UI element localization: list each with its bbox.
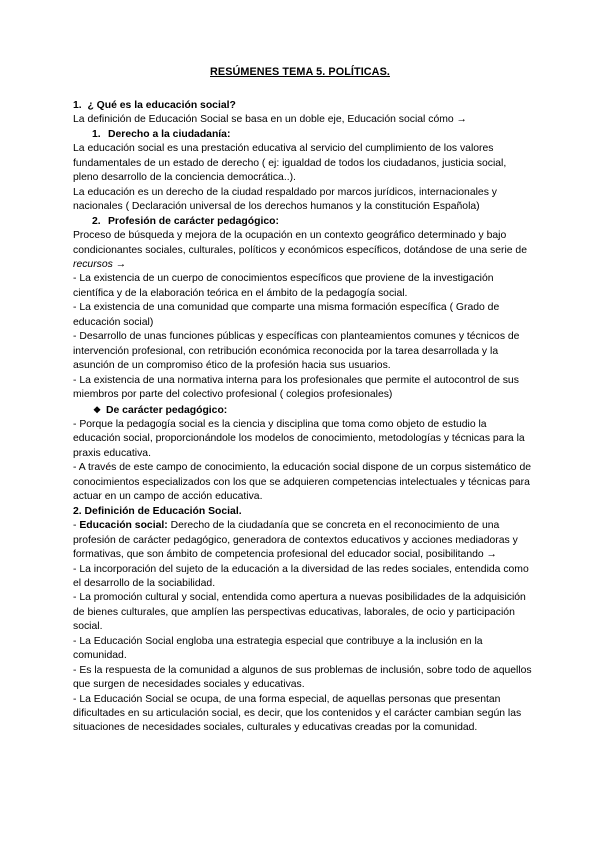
list-item: - Porque la pedagogía social es la ciencia y disciplina que toma como objeto de estudio la educación social, proporcionándole los modelos de conocimiento, metodologías y técnicas para la praxis educativa.: [73, 418, 525, 459]
subsection-1-paragraph-2: La educación es un derecho de la ciudad respaldado por marcos jurídicos, internacionales y nacionales ( Declaración universal de los derechos humanos y la constitución Española): [73, 186, 497, 213]
list-item: - Desarrollo de unas funciones públicas y específicas con planteamientos comunes y técnicos de intervención profesional, con retribución económica reconocida por la tarea desarrollada y la asunción de un compromiso ético de la profesión hacia sus usuarios.: [73, 331, 520, 372]
list-item: - A través de este campo de conocimiento, la educación social dispone de un corpus sistemático de conocimientos especializados con los que se adquieren competencias intelectuales y técnicas para actuar en un campo de acción educativa.: [73, 462, 532, 503]
definition-paragraph: [73, 519, 533, 562]
section-1-number: 1.: [73, 100, 82, 111]
subsection-3-title: De carácter pedagógico:: [106, 404, 228, 416]
subsection-1-title: Derecho a la ciudadanía:: [108, 128, 231, 140]
section-1-heading: [73, 99, 533, 113]
diamond-bullet-icon: ❖: [93, 404, 102, 415]
section-2-heading: 2. Definición de Educación Social.: [73, 505, 242, 517]
definition-label: Educación social:: [79, 520, 168, 532]
section-1-intro: La definición de Educación Social se basa en un doble eje, Educación social cómo →: [73, 114, 467, 126]
document-title: RESÚMENES TEMA 5. POLÍTICAS.: [210, 66, 390, 78]
list-item: - La Educación Social engloba una estrategia especial que contribuye a la inclusión en la comunidad.: [73, 635, 483, 662]
list-item: - La incorporación del sujeto de la educación a la diversidad de las redes sociales, entendida como el desarrollo de la sociabilidad.: [73, 563, 529, 589]
subsection-2-title: Profesión de carácter pedagógico:: [108, 215, 279, 227]
subsection-1-heading: [73, 128, 533, 142]
document-body: [73, 99, 533, 736]
list-item: - La existencia de una comunidad que comparte una misma formación específica ( Grado de educación social): [73, 302, 500, 328]
subsection-2-intro: [73, 229, 533, 272]
arrow-icon: →: [115, 258, 127, 270]
subsection-2-heading: [73, 215, 533, 229]
subsection-2-intro-text: Proceso de búsqueda y mejora de la ocupación en un contexto geográfico determinado y bajo condicionantes sociales, culturales, políticos y económicos específicos, dotándose de una serie de: [73, 230, 527, 256]
recursos-word: recursos: [73, 258, 113, 270]
section-1-title: ¿ Qué es la educación social?: [87, 100, 236, 111]
list-item: - La existencia de una normativa interna para los profesionales que permite el autocontrol de sus miembros por parte del colectivo profesional ( colegios profesionales): [73, 374, 519, 401]
list-item: - La Educación Social se ocupa, de una forma especial, de aquellas personas que presentan dificultades en su articulación social, es decir, que los contenidos y el carácter cambian según las situaciones de necesidades sociales, culturales y educativas creadas por la comunidad.: [73, 693, 522, 734]
definition-dash: -: [73, 520, 80, 532]
subsection-1-paragraph-1: La educación social es una prestación educativa al servicio del cumplimiento de los valores fundamentales de un estado de derecho ( ej: igualdad de todos los ciudadanos, justicia social, pleno desarrollo de la conciencia democrática..).: [73, 143, 507, 184]
definition-text: Derecho de la ciudadanía que se concreta en el reconocimiento de una profesión de carácter pedagógico, generadora de contextos educativos y acciones mediadoras y formativas, que son ámbito de competencia profesional del educador social, posibilitando →: [73, 520, 518, 561]
subsection-3-heading: [73, 403, 533, 418]
list-item: - La promoción cultural y social, entendida como apertura a nuevas posibilidades de la adquisición de bienes culturales, que amplíen las perspectivas educativas, laborales, de ocio y participación social.: [73, 592, 526, 633]
subsection-1-number: 1.: [92, 128, 101, 140]
list-item: - La existencia de un cuerpo de conocimientos específicos que proviene de la investigación científica y de la elaboración teórica en el ámbito de la pedagogía social.: [73, 273, 494, 299]
list-item: - Es la respuesta de la comunidad a algunos de sus problemas de inclusión, sobre todo de aquellos que surgen de necesidades sociales y educativas.: [73, 664, 532, 691]
subsection-2-number: 2.: [92, 215, 101, 227]
